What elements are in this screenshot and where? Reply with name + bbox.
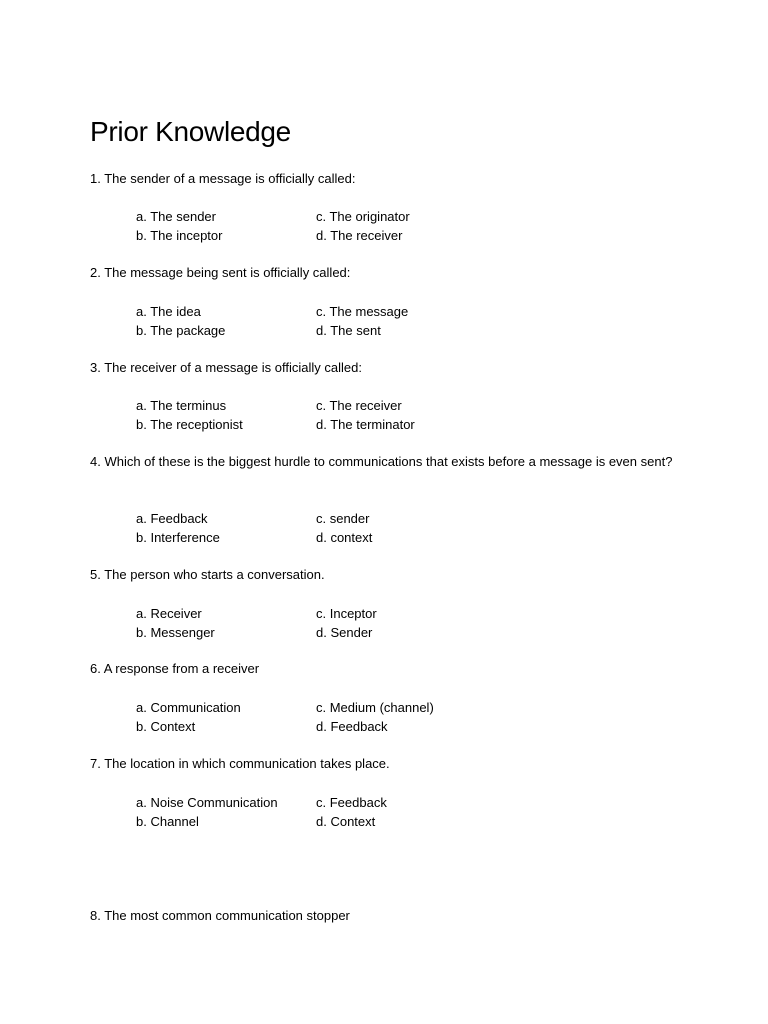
question-8: 8. The most common communication stopper (90, 908, 350, 923)
option-a: a. Noise Communication (136, 795, 278, 810)
option-b: b. Channel (136, 814, 199, 829)
option-c: c. sender (316, 511, 370, 526)
option-a: a. The terminus (136, 398, 227, 413)
option-b: b. The package (136, 323, 226, 338)
option-d: d. The terminator (316, 417, 415, 432)
option-c: c. The receiver (316, 398, 402, 413)
option-a: a. Feedback (136, 511, 208, 526)
question-5: 5. The person who starts a conversation. (90, 567, 325, 582)
question-1: 1. The sender of a message is officially called: (90, 171, 356, 186)
question-3: 3. The receiver of a message is officially called: (90, 360, 362, 375)
option-a: a. Receiver (136, 606, 202, 621)
option-b: b. Interference (136, 530, 220, 545)
option-a: a. Communication (136, 700, 241, 715)
option-c: c. Inceptor (316, 606, 377, 621)
option-d: d. Feedback (316, 719, 388, 734)
option-d: d. Sender (316, 625, 373, 640)
option-d: d. The sent (316, 323, 381, 338)
option-b: b. The inceptor (136, 228, 223, 243)
option-c: c. Medium (channel) (316, 700, 434, 715)
option-a: a. The idea (136, 304, 201, 319)
question-7: 7. The location in which communication takes place. (90, 756, 390, 771)
option-d: d. Context (316, 814, 376, 829)
option-c: c. The message (316, 304, 409, 319)
question-2: 2. The message being sent is officially called: (90, 265, 351, 280)
option-a: a. The sender (136, 209, 216, 224)
question-6: 6. A response from a receiver (90, 661, 260, 676)
option-c: c. Feedback (316, 795, 387, 810)
option-d: d. context (316, 530, 373, 545)
option-c: c. The originator (316, 209, 410, 224)
option-b: b. Context (136, 719, 196, 734)
question-4: 4. Which of these is the biggest hurdle to communications that exists before a message is even sent? (90, 454, 673, 469)
option-b: b. The receptionist (136, 417, 243, 432)
option-d: d. The receiver (316, 228, 403, 243)
page-title: Prior Knowledge (90, 116, 291, 147)
option-b: b. Messenger (136, 625, 215, 640)
